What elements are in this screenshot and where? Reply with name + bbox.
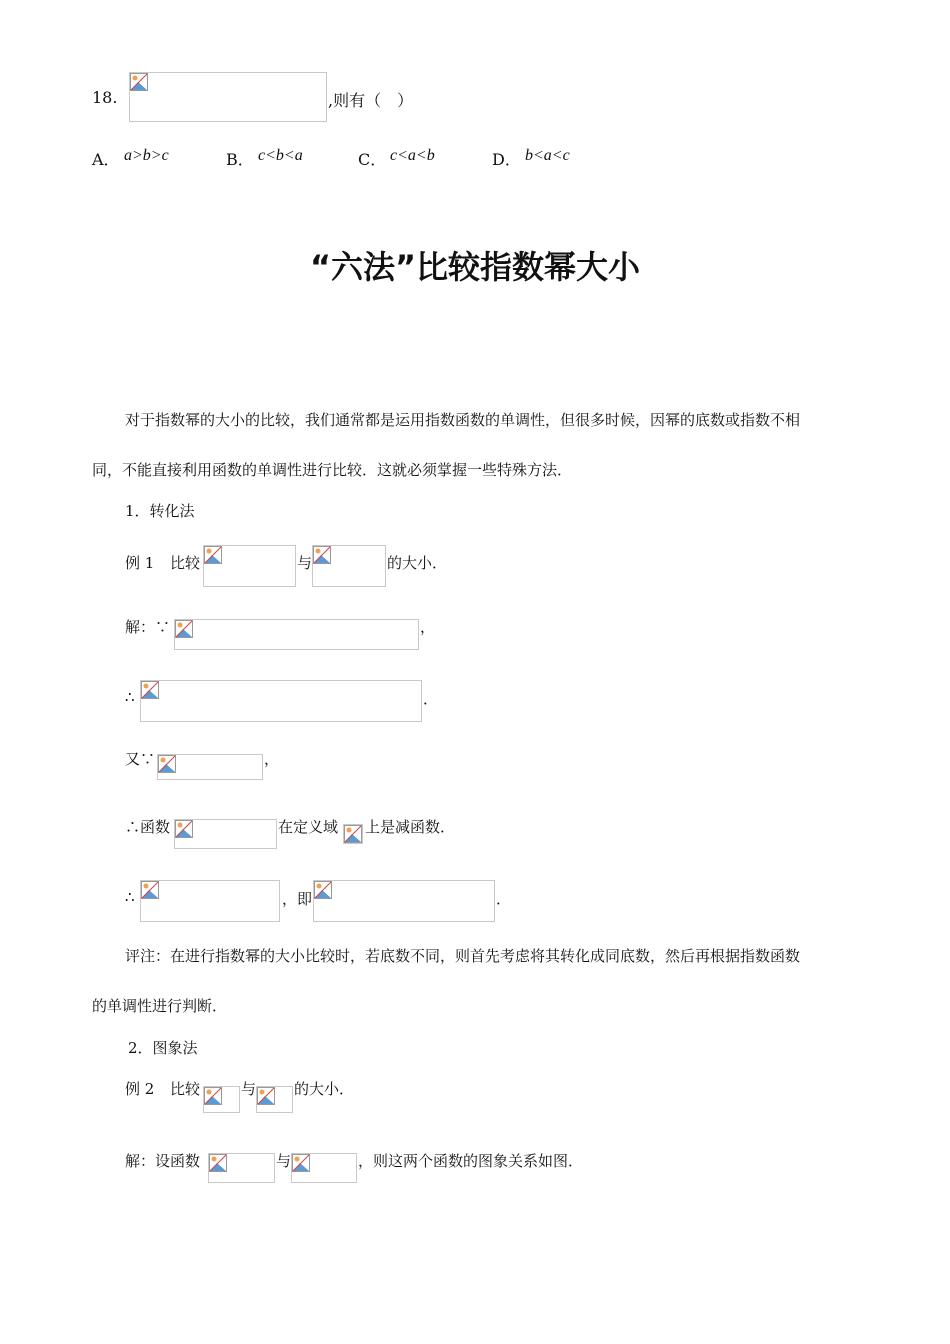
formula-image <box>291 1153 357 1183</box>
broken-image-icon <box>314 881 332 899</box>
page-title: “六法”比较指数幂大小 <box>309 248 641 286</box>
formula-image <box>174 819 277 849</box>
solution-1-domain: 在定义域 <box>278 818 339 836</box>
option-b-letter: B． <box>226 150 254 169</box>
example-2-yu: 与 <box>241 1080 257 1098</box>
solution-1-period: ． <box>423 690 439 708</box>
option-a-letter: A． <box>92 150 120 169</box>
solution-2-tail: ，则这两个函数的图象关系如图． <box>358 1152 584 1170</box>
solution-1-jie: 解：∵ <box>125 618 171 636</box>
note-line-2: 的单调性进行判断． <box>92 997 228 1015</box>
section-heading-1: 1．转化法 <box>125 502 195 520</box>
broken-image-icon <box>141 881 159 899</box>
intro-line-2: 同，不能直接利用函数的单调性进行比较．这就必须掌握一些特殊方法． <box>92 461 573 479</box>
solution-2-yu: 与 <box>276 1152 292 1170</box>
broken-image-icon <box>141 681 159 699</box>
option-a-expr: a>b>c <box>124 147 169 164</box>
example-1-word: 比较 <box>170 554 201 572</box>
formula-image <box>203 545 296 587</box>
question-number: 18. <box>92 88 118 107</box>
formula-image <box>256 1086 293 1113</box>
option-d-letter: D． <box>492 150 521 169</box>
option-c-expr: c<a<b <box>390 147 435 164</box>
solution-1-comma: ， <box>420 618 436 636</box>
example-1-label: 例 1 <box>125 554 155 572</box>
section-heading-2: 2．图象法 <box>128 1039 198 1057</box>
example-2-word: 比较 <box>170 1080 201 1098</box>
formula-image <box>313 880 495 922</box>
solution-1-you: 又∵ <box>125 750 156 768</box>
formula-image <box>203 1086 240 1113</box>
intro-line-1: 对于指数幂的大小的比较，我们通常都是运用指数函数的单调性，但很多时候，因幂的底数或指数不相 <box>125 411 801 429</box>
formula-image <box>140 680 422 722</box>
formula-image <box>343 824 363 844</box>
formula-image <box>208 1153 275 1183</box>
broken-image-icon <box>313 546 331 564</box>
formula-image <box>129 72 327 122</box>
note-line-1: 评注：在进行指数幂的大小比较时，若底数不同，则首先考虑将其转化成同底数，然后再根据指数函数 <box>125 947 801 965</box>
solution-1-ji: ，即 <box>282 890 313 908</box>
broken-image-icon <box>292 1154 310 1172</box>
broken-image-icon <box>175 820 193 838</box>
example-2-label: 例 2 <box>125 1080 155 1098</box>
solution-1-comma-2: ， <box>264 750 280 768</box>
option-c-letter: C． <box>358 150 387 169</box>
example-2-tail: 的大小． <box>294 1080 355 1098</box>
option-b-expr: c<b<a <box>258 147 303 164</box>
example-1-yu: 与 <box>297 554 313 572</box>
solution-1-period-2: ． <box>496 890 512 908</box>
therefore-symbol: ∴ <box>125 688 135 706</box>
broken-image-icon <box>130 73 148 91</box>
example-1-tail: 的大小． <box>387 554 448 572</box>
solution-1-hanshu: ∴函数 <box>125 818 171 836</box>
therefore-symbol-2: ∴ <box>125 888 135 906</box>
option-d-expr: b<a<c <box>525 147 570 164</box>
broken-image-icon <box>257 1087 275 1105</box>
broken-image-icon <box>175 620 193 638</box>
formula-image <box>174 619 419 650</box>
formula-image <box>140 880 280 922</box>
broken-image-icon <box>209 1154 227 1172</box>
broken-image-icon <box>344 825 362 843</box>
solution-1-decreasing: 上是减函数． <box>365 818 456 836</box>
broken-image-icon <box>204 1087 222 1105</box>
question-suffix: ,则有（ ） <box>328 91 414 110</box>
formula-image <box>312 545 386 587</box>
formula-image <box>157 754 263 780</box>
solution-2-jie: 解：设函数 <box>125 1152 201 1170</box>
broken-image-icon <box>158 755 176 773</box>
broken-image-icon <box>204 546 222 564</box>
